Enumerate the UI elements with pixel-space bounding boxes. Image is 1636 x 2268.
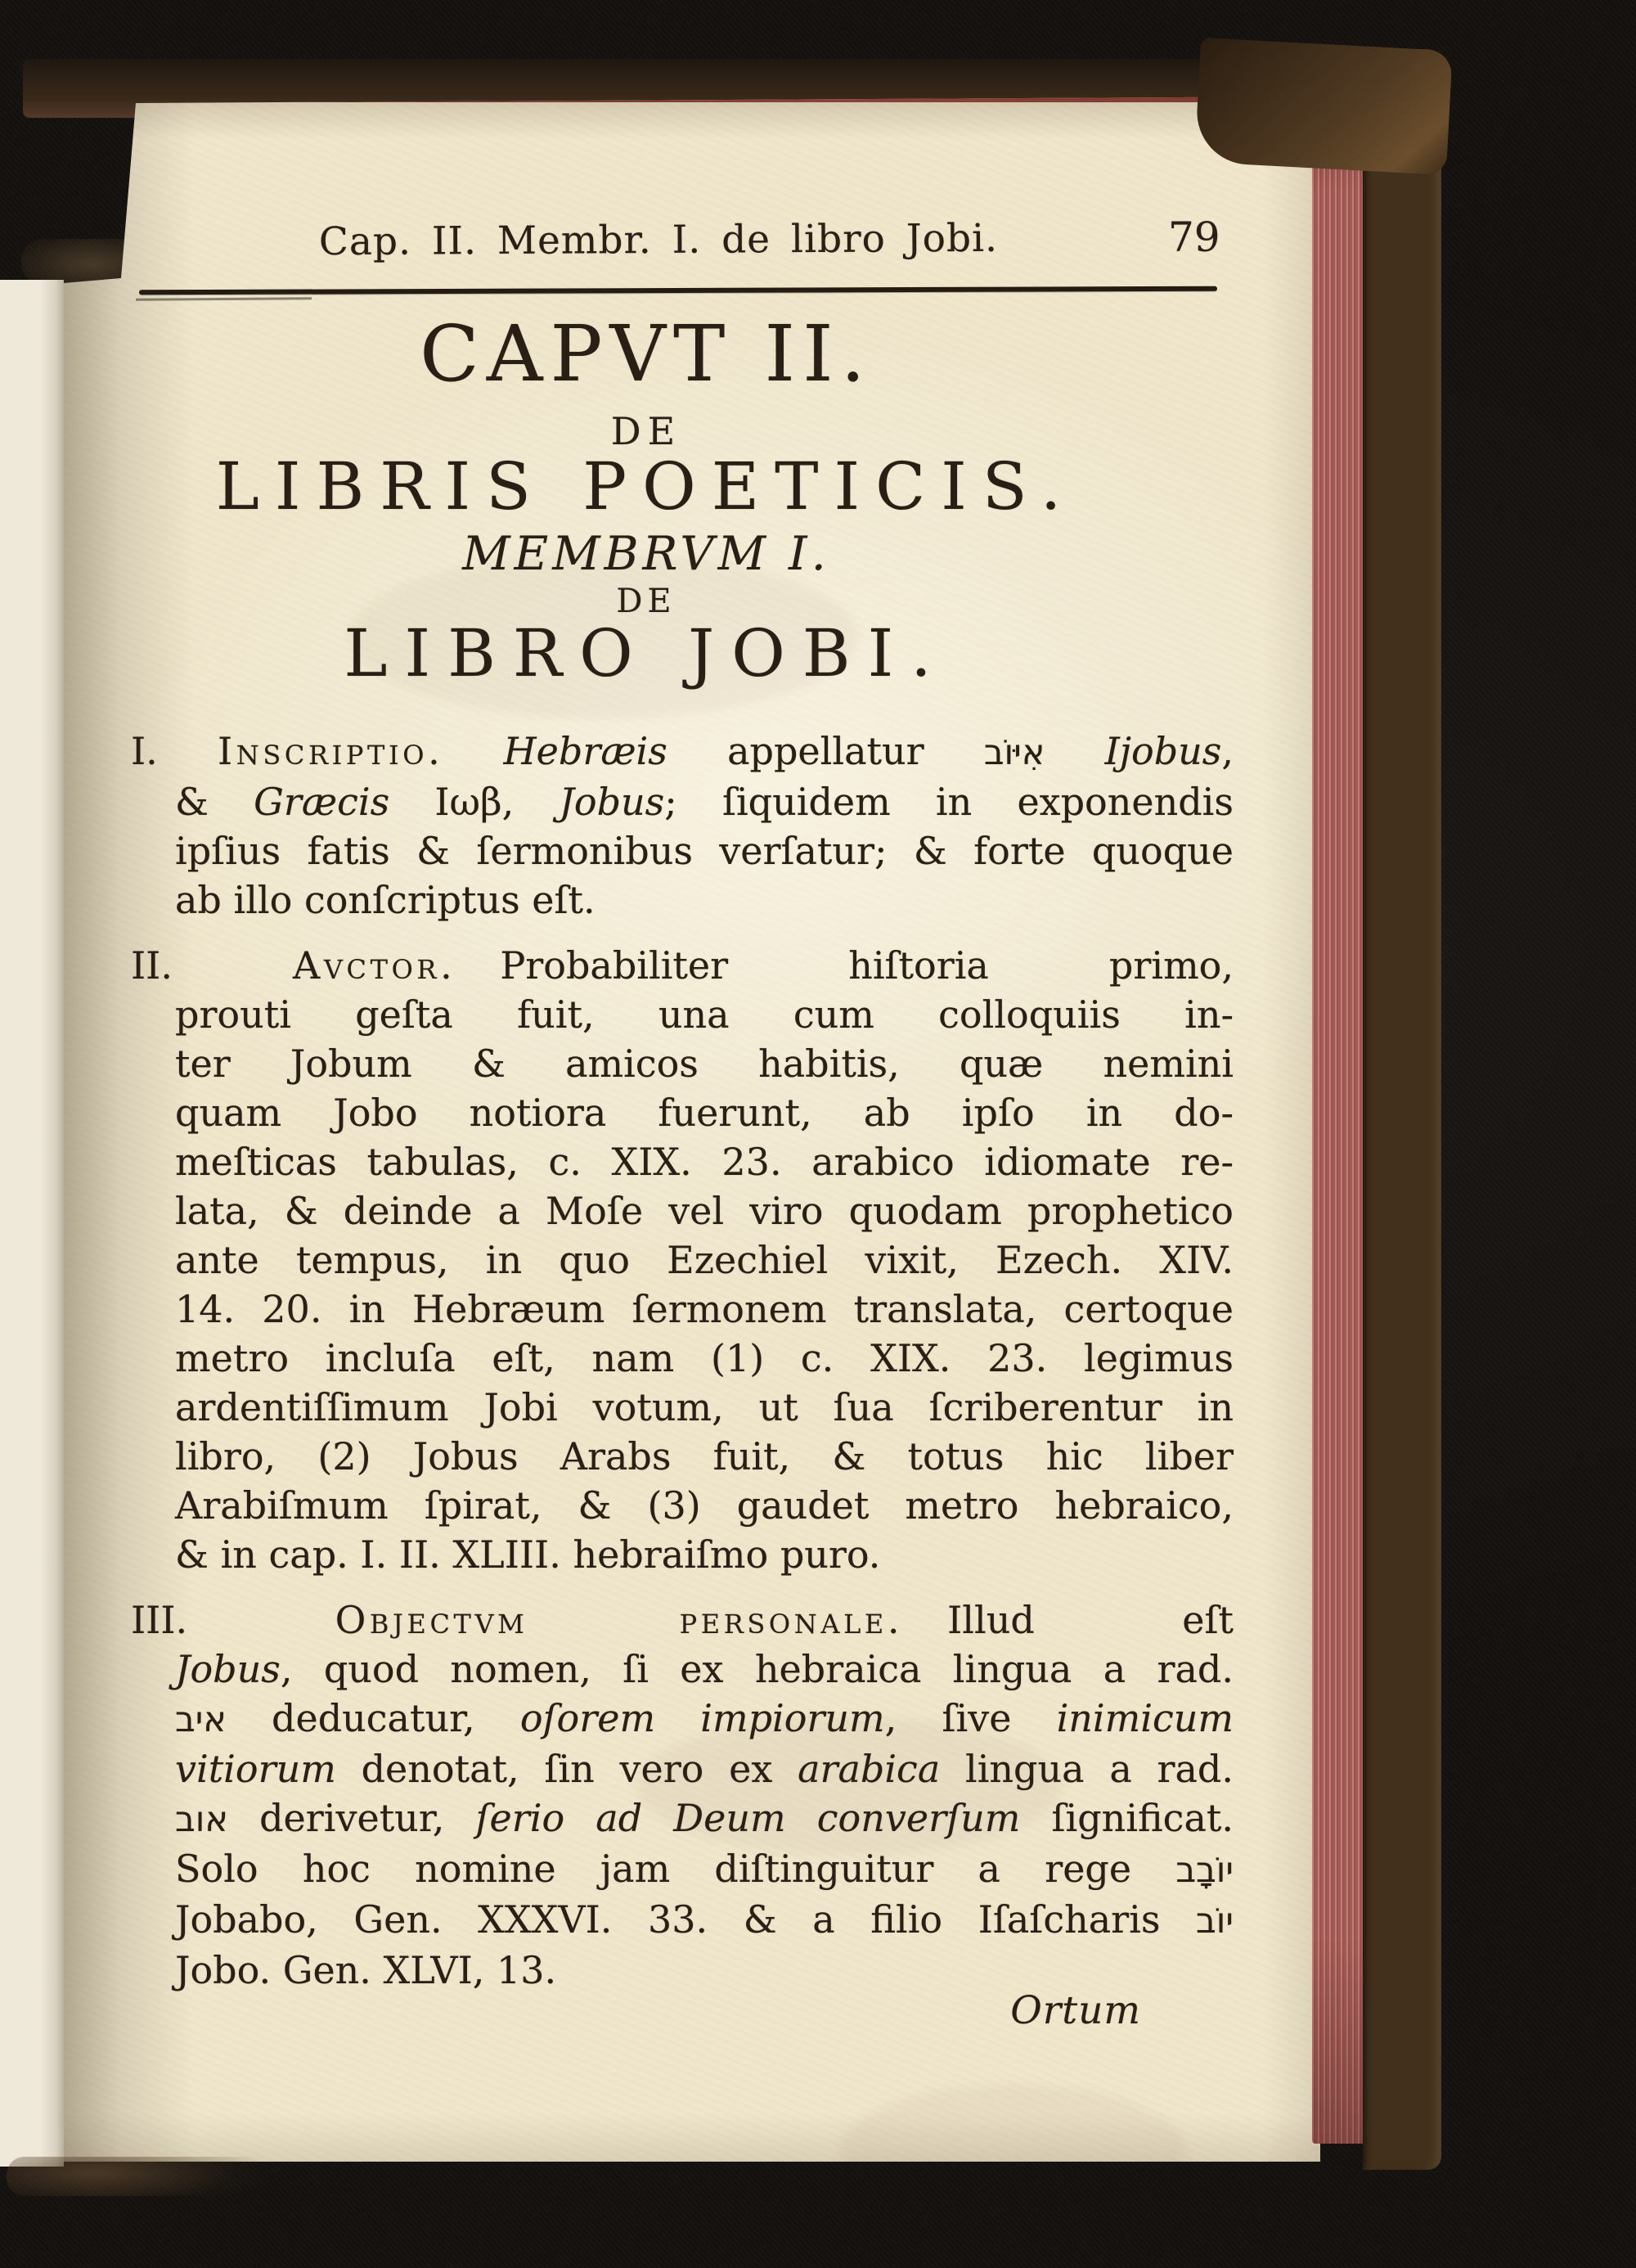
text-run: Illud eſt xyxy=(947,1598,1234,1642)
text-run: Solo hoc nomine jam diſtinguitur a rege xyxy=(175,1847,1176,1891)
text-run: Probabiliter hiſtoria primo, xyxy=(500,943,1234,988)
text-line xyxy=(131,727,1234,777)
text-line xyxy=(175,1530,1234,1579)
text-run: derivetur, xyxy=(227,1796,476,1840)
text-line xyxy=(175,777,1234,826)
italic-text: oſorem impiorum xyxy=(519,1696,885,1740)
text-run: quam Jobo notiora fuerunt, ab ipſo in do- xyxy=(175,1091,1234,1135)
italic-text: Jobus xyxy=(175,1647,281,1691)
text-line xyxy=(175,1285,1234,1334)
heading-de-2: DE xyxy=(616,583,676,620)
text-run: Jobabo, Gen. XXXVI. 33. & a filio Iſaſcharis xyxy=(175,1897,1197,1942)
text-run: ; ſiquidem in exponendis xyxy=(664,780,1234,824)
text-line xyxy=(175,1186,1234,1235)
text-line xyxy=(175,1334,1234,1383)
text-run: ipſius fatis & ſermonibus verſatur; & forte quoque xyxy=(175,829,1234,873)
text-run: libro, (2) Jobus Arabs fuit, & totus hic liber xyxy=(175,1434,1234,1478)
page-number: 79 xyxy=(1168,214,1220,261)
smallcaps-text: Avctor. xyxy=(293,943,456,988)
hebrew-word: יוֹבָב xyxy=(1175,1850,1234,1891)
text-run: , quod nomen, ſi ex hebraica lingua a rad. xyxy=(280,1647,1234,1691)
text-line xyxy=(175,1744,1234,1793)
italic-text: Jobus xyxy=(559,780,665,824)
text-run: appellatur xyxy=(667,729,984,773)
italic-text: Græcis xyxy=(254,780,390,824)
text-line xyxy=(175,1235,1234,1285)
text-run: & xyxy=(175,780,254,824)
text-run: prouti geſta fuit, una cum colloquiis in- xyxy=(175,992,1234,1037)
text-line xyxy=(175,1895,1234,1946)
italic-text: vitiorum xyxy=(175,1747,336,1791)
italic-text: arabica xyxy=(798,1747,941,1791)
paragraph xyxy=(131,941,1234,1579)
hebrew-word: אוב xyxy=(175,1799,228,1840)
text-line xyxy=(175,1383,1234,1432)
text-run xyxy=(443,729,503,773)
text-line xyxy=(175,1481,1234,1530)
smallcaps-text: Inscriptio. xyxy=(218,729,444,773)
paper-stain xyxy=(841,2085,1184,2216)
text-line xyxy=(175,1946,1234,1995)
text-run: deducatur, xyxy=(226,1696,520,1740)
text-line xyxy=(175,1844,1234,1895)
section-title: LIBRO JOBI. xyxy=(344,615,949,691)
chapter-title: CAPVT II. xyxy=(420,309,873,399)
text-run: & in cap. I. II. XLIII. hebraiſmo puro. xyxy=(175,1532,881,1577)
smallcaps-text: Objectvm personale. xyxy=(335,1598,904,1642)
italic-text: Ijobus xyxy=(1104,729,1222,773)
text-run: III. xyxy=(131,1598,335,1642)
italic-text: Hebræis xyxy=(503,729,667,773)
text-run: 14. 20. in Hebræum ſermonem translata, certoque xyxy=(175,1287,1234,1331)
rose-fore-edge xyxy=(1312,77,1364,2144)
facing-page-edge xyxy=(0,280,64,2167)
text-run xyxy=(1045,729,1104,773)
text-line xyxy=(175,1088,1234,1137)
text-run: ardentiſſimum Jobi votum, ut ſua ſcriberentur in xyxy=(175,1385,1234,1429)
text-line xyxy=(175,990,1234,1039)
text-run: metro incluſa eſt, nam (1) c. XIX. 23. legimus xyxy=(175,1336,1234,1380)
paragraph xyxy=(131,1595,1234,1995)
text-run: Jobo. Gen. XLVI, 13. xyxy=(175,1948,557,1992)
text-run: lingua a rad. xyxy=(940,1747,1234,1791)
text-line xyxy=(175,1793,1234,1844)
text-run: Arabiſmum ſpirat, & (3) gaudet metro hebraico, xyxy=(175,1483,1234,1528)
italic-text: inimicum xyxy=(1056,1696,1234,1740)
text-run: denotat, ſin vero ex xyxy=(335,1747,798,1791)
chapter-subject-title: LIBRIS POETICIS. xyxy=(215,448,1077,524)
leather-corner-top-right xyxy=(1194,38,1453,175)
leather-binding-right xyxy=(1363,49,1441,2170)
text-run: , ſive xyxy=(884,1696,1057,1740)
paragraph xyxy=(131,727,1234,925)
text-run: meſticas tabulas, c. XIX. 23. arabico idiomate re- xyxy=(175,1140,1234,1184)
text-run: ter Jobum & amicos habitis, quæ nemini xyxy=(175,1042,1234,1086)
text-run: Ιωβ, xyxy=(389,780,560,824)
text-line xyxy=(175,826,1234,875)
text-line xyxy=(131,1595,1234,1645)
text-line xyxy=(175,1039,1234,1088)
text-run: ante tempus, in quo Ezechiel vixit, Ezech. XIV. xyxy=(175,1238,1234,1282)
text-run: I. xyxy=(131,729,218,773)
catchword: Ortum xyxy=(1010,1988,1141,2033)
text-line xyxy=(131,941,1234,990)
body-text xyxy=(131,727,1234,2011)
hebrew-word: איב xyxy=(175,1699,227,1740)
text-run: II. xyxy=(131,943,294,988)
text-line xyxy=(175,1694,1234,1744)
text-line xyxy=(175,1432,1234,1481)
hebrew-word: יוֹב xyxy=(1196,1901,1234,1942)
italic-text: ſerio ad Deum converſum xyxy=(475,1796,1021,1840)
text-run: ab illo conſcriptus eſt. xyxy=(175,878,596,922)
running-header: Cap. II. Membr. I. de libro Jobi. xyxy=(318,215,999,265)
text-run: lata, & deinde a Moſe vel viro quodam prophetico xyxy=(175,1189,1234,1233)
text-run: , xyxy=(1221,729,1234,773)
heading-de-1: DE xyxy=(610,409,682,453)
text-run: ſignificat. xyxy=(1020,1796,1234,1840)
text-line xyxy=(175,1645,1234,1694)
membrum-heading: MEMBRVM I. xyxy=(462,527,830,581)
hebrew-word: אִיּוֹב xyxy=(983,732,1045,773)
text-line xyxy=(175,875,1234,925)
leather-fragment-bottom-left xyxy=(7,2157,301,2196)
text-line xyxy=(175,1137,1234,1186)
